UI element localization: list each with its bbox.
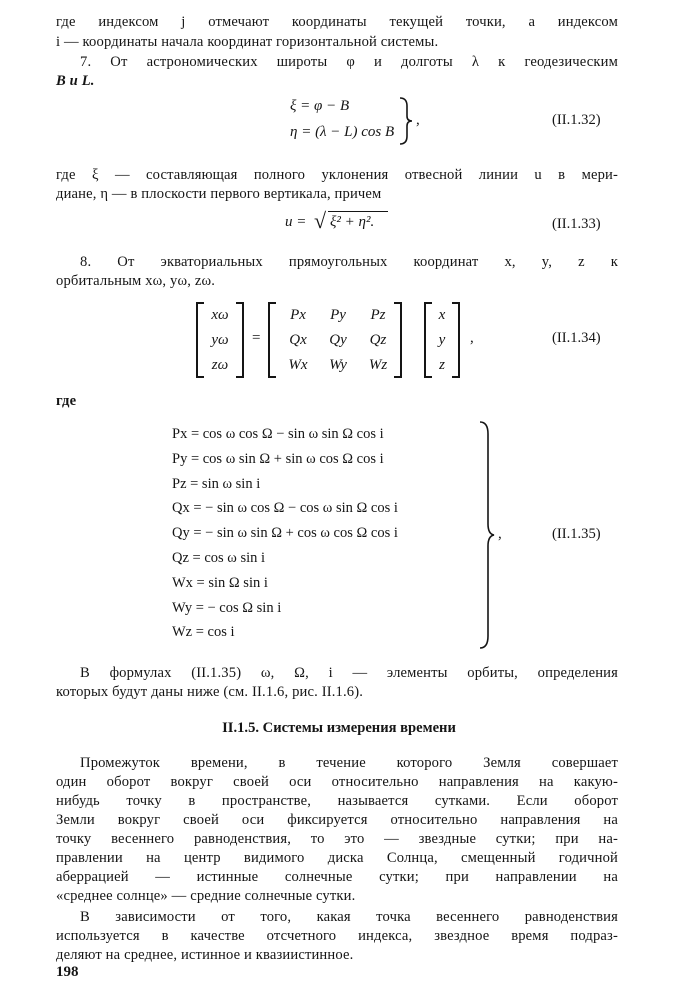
text-line: где индексом j отмечают координаты текущей точки, а индексом (56, 14, 618, 30)
text-line: которых будут даны ниже (см. II.1.6, рис. II.1.6). (56, 684, 364, 700)
equation-33-lhs: u = (285, 214, 307, 230)
matrix-cell: Qy (329, 332, 347, 348)
text-line: i — координаты начала координат горизонтальной системы. (56, 34, 439, 50)
text-line: используется в качестве отсчетного индекса, звездное время подраз- (56, 928, 618, 944)
text-line: правлении на центр видимого диска Солнца, смещенный годичной (56, 850, 618, 866)
equation-32-line2: η = (λ − L) cos B (290, 124, 395, 140)
text-line: где (56, 393, 77, 409)
brace-right-icon (478, 420, 496, 650)
matrix-cell: Wz (368, 357, 388, 373)
matrix-cell: Wy (329, 357, 347, 373)
equation-33-radicand: ξ² + η². (330, 214, 375, 230)
equals-sign: = (252, 330, 261, 346)
text-line: диане, η — в плоскости первого вертикала, причем (56, 186, 382, 202)
text-line: точку весеннего равноденствия, то это — звездные сутки; при на- (56, 831, 618, 847)
equation-32-line1: ξ = φ − B (290, 98, 350, 114)
matrix-cell: Py (330, 307, 346, 323)
text-line: B и L. (56, 73, 95, 89)
vector-right-entry: x (438, 307, 446, 323)
text-line: В формулах (II.1.35) ω, Ω, i — элементы орбиты, определения (80, 665, 618, 681)
equation-35-row: Wy = − cos Ω sin i (172, 600, 282, 616)
equation-35-row: Qx = − sin ω cos Ω − cos ω sin Ω cos i (172, 500, 398, 516)
text-line: где ξ — составляющая полного уклонения отвесной линии u в мери- (56, 167, 618, 183)
text-line: «среднее солнце» — средние солнечные сутки. (56, 888, 356, 904)
equation-35-row: Wx = sin Ω sin i (172, 575, 268, 591)
matrix-cell: Wx (288, 357, 308, 373)
page-number: 198 (56, 964, 79, 980)
vector-left-entry: xω (211, 307, 229, 323)
sqrt-icon: √ (314, 208, 327, 233)
vector-left-entry: zω (211, 357, 229, 373)
vector-right-entry: y (438, 332, 446, 348)
equation-35-row: Qz = cos ω sin i (172, 550, 266, 566)
brace-right-icon (398, 96, 414, 146)
equation-35-row: Wz = cos i (172, 624, 235, 640)
equation-number: (II.1.35) (552, 526, 601, 542)
equation-35-row: Pz = sin ω sin i (172, 476, 261, 492)
equation-number: (II.1.34) (552, 330, 601, 346)
text-line: орбитальным xω, yω, zω. (56, 273, 216, 289)
equation-35-comma: , (498, 526, 502, 542)
vector-right-entry: z (439, 357, 445, 373)
matrix-cell: Qz (369, 332, 387, 348)
text-line: 7. От астрономических широты φ и долготы λ к геодезическим (80, 54, 618, 70)
text-line: Промежуток времени, в течение которого Земля совершает (80, 755, 618, 771)
radical-bar (328, 211, 388, 212)
equation-35-row: Qy = − sin ω sin Ω + cos ω cos Ω cos i (172, 525, 398, 541)
equation-number: (II.1.32) (552, 112, 601, 128)
text-line: В зависимости от того, какая точка весеннего равноденствия (80, 909, 618, 925)
vector-left-entry: yω (211, 332, 229, 348)
text-line: один оборот вокруг своей оси относительно направления на какую- (56, 774, 618, 790)
text-line: нибудь точку в пространстве, называется сутками. Если оборот (56, 793, 618, 809)
equation-32-comma: , (416, 112, 420, 128)
equation-34-comma: , (470, 330, 474, 346)
matrix-cell: Qx (289, 332, 307, 348)
text-line: деляют на среднее, истинное и квазиистинное. (56, 947, 354, 963)
text-line: 8. От экваториальных прямоугольных координат x, y, z к (80, 254, 618, 270)
matrix-cell: Px (290, 307, 306, 323)
matrix-cell: Pz (370, 307, 386, 323)
equation-number: (II.1.33) (552, 216, 601, 232)
section-heading: II.1.5. Системы измерения времени (222, 720, 456, 736)
equation-35-row: Py = cos ω sin Ω + sin ω cos Ω cos i (172, 451, 384, 467)
left-bracket (268, 302, 276, 378)
text-line: Земли вокруг своей оси фиксируется относительно направления на (56, 812, 618, 828)
equation-35-row: Px = cos ω cos Ω − sin ω sin Ω cos i (172, 426, 384, 442)
text-line: аберрацией — истинные солнечные сутки; при направлении на (56, 869, 618, 885)
